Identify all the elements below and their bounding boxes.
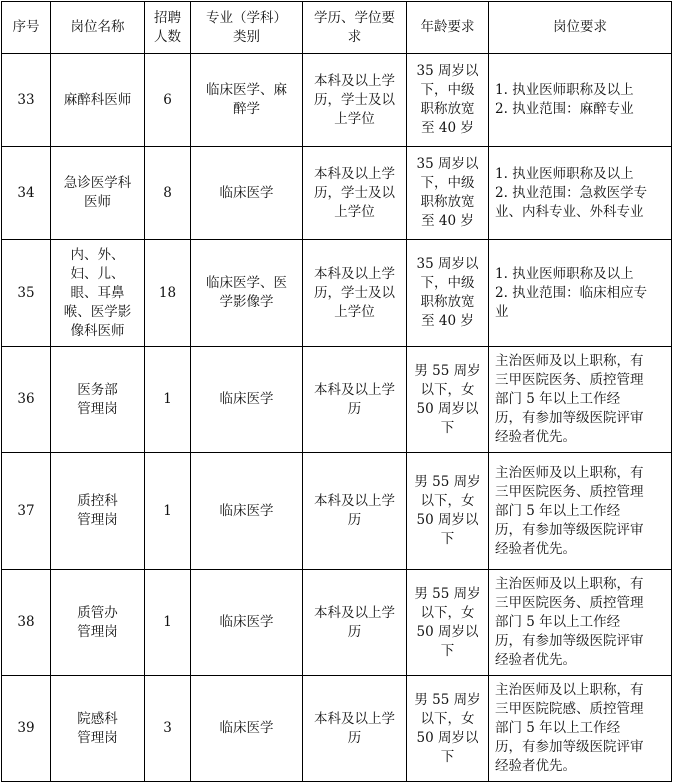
cell-age: 男 55 周岁 以下，女 50 周岁以 下 [407, 347, 489, 453]
cell-position: 急诊医学科 医师 [51, 147, 145, 240]
cell-degree: 本科及以上学 历，学士及以 上学位 [303, 147, 407, 240]
cell-seq: 34 [2, 147, 51, 240]
cell-position: 麻醉科医师 [51, 54, 145, 147]
cell-requirements: 1. 执业医师职称及以上 2. 执业范围：麻醉专业 [489, 54, 672, 147]
cell-position: 内、外、 妇、儿、 眼、耳鼻 喉、医学影 像科医师 [51, 240, 145, 347]
cell-degree: 本科及以上学 历 [303, 570, 407, 676]
table-row [2, 347, 672, 453]
cell-age: 男 55 周岁 以下，女 50 周岁以 下 [407, 676, 489, 782]
cell-position: 院感科 管理岗 [51, 676, 145, 782]
table-row [2, 676, 672, 782]
cell-requirements: 主治医师及以上职称，有 三甲医院医务、质控管理 部门 5 年以上工作经 历，有参加等级医院评审 经验者优先。 [489, 347, 672, 453]
header-major: 专业（学科） 类别 [191, 2, 303, 54]
cell-major: 临床医学、麻 醉学 [191, 54, 303, 147]
cell-count: 1 [145, 347, 191, 453]
header-count: 招聘 人数 [145, 2, 191, 54]
header-position: 岗位名称 [51, 2, 145, 54]
cell-age: 35 周岁以 下，中级 职称放宽 至 40 岁 [407, 147, 489, 240]
cell-requirements: 主治医师及以上职称，有 三甲医院医务、质控管理 部门 5 年以上工作经 历，有参加等级医院评审 经验者优先。 [489, 570, 672, 676]
cell-degree: 本科及以上学 历 [303, 453, 407, 570]
cell-seq: 38 [2, 570, 51, 676]
cell-major: 临床医学、医 学影像学 [191, 240, 303, 347]
cell-major: 临床医学 [191, 147, 303, 240]
cell-age: 男 55 周岁 以下，女 50 周岁以 下 [407, 570, 489, 676]
cell-seq: 37 [2, 453, 51, 570]
cell-major: 临床医学 [191, 570, 303, 676]
cell-seq: 33 [2, 54, 51, 147]
header-requirements: 岗位要求 [489, 2, 672, 54]
table-row [2, 147, 672, 240]
cell-position: 质控科 管理岗 [51, 453, 145, 570]
table-row [2, 240, 672, 347]
header-row [2, 2, 672, 54]
recruitment-table [1, 1, 672, 782]
cell-seq: 35 [2, 240, 51, 347]
cell-count: 6 [145, 54, 191, 147]
cell-position: 医务部 管理岗 [51, 347, 145, 453]
table-row [2, 54, 672, 147]
cell-age: 35 周岁以 下，中级 职称放宽 至 40 岁 [407, 240, 489, 347]
cell-count: 3 [145, 676, 191, 782]
cell-major: 临床医学 [191, 676, 303, 782]
cell-degree: 本科及以上学 历，学士及以 上学位 [303, 54, 407, 147]
cell-count: 1 [145, 570, 191, 676]
cell-degree: 本科及以上学 历，学士及以 上学位 [303, 240, 407, 347]
cell-seq: 39 [2, 676, 51, 782]
table-row [2, 453, 672, 570]
cell-requirements: 1. 执业医师职称及以上 2. 执业范围：临床相应专 业 [489, 240, 672, 347]
cell-major: 临床医学 [191, 347, 303, 453]
cell-degree: 本科及以上学 历 [303, 676, 407, 782]
header-age: 年龄要求 [407, 2, 489, 54]
table-row [2, 570, 672, 676]
header-degree: 学历、学位要 求 [303, 2, 407, 54]
cell-age: 35 周岁以 下，中级 职称放宽 至 40 岁 [407, 54, 489, 147]
cell-requirements: 主治医师及以上职称，有 三甲医院院感、质控管理 部门 5 年以上工作经 历，有参加等级医院评审 经验者优先。 [489, 676, 672, 782]
cell-age: 男 55 周岁 以下，女 50 周岁以 下 [407, 453, 489, 570]
cell-position: 质管办 管理岗 [51, 570, 145, 676]
cell-seq: 36 [2, 347, 51, 453]
header-seq: 序号 [2, 2, 51, 54]
cell-requirements: 1. 执业医师职称及以上 2. 执业范围：急救医学专 业、内科专业、外科专业 [489, 147, 672, 240]
cell-count: 1 [145, 453, 191, 570]
cell-major: 临床医学 [191, 453, 303, 570]
cell-requirements: 主治医师及以上职称，有 三甲医院医务、质控管理 部门 5 年以上工作经 历，有参加等级医院评审 经验者优先。 [489, 453, 672, 570]
cell-degree: 本科及以上学 历 [303, 347, 407, 453]
cell-count: 8 [145, 147, 191, 240]
cell-count: 18 [145, 240, 191, 347]
